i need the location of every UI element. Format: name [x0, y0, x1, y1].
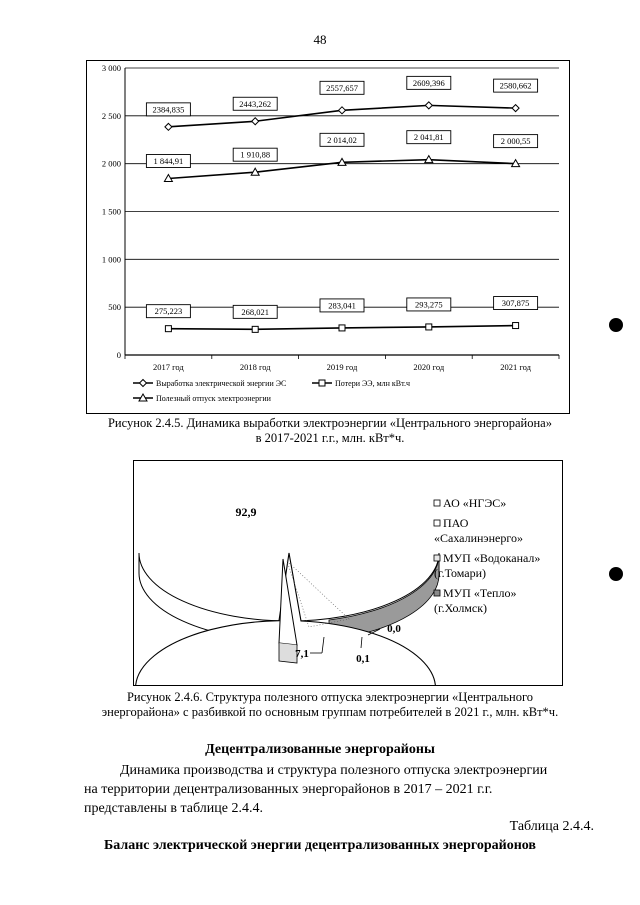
paragraph-line-3: представлены в таблице 2.4.4.	[84, 801, 263, 816]
pie-label: 0,1	[356, 653, 370, 665]
series-marker-square	[319, 380, 325, 386]
data-label: 2443,262	[239, 98, 272, 109]
data-label: 2 014,02	[327, 134, 357, 145]
figure2-caption-line1: Рисунок 2.4.6. Структура полезного отпуска электроэнергии «Центрального	[126, 690, 534, 704]
line-chart-frame	[86, 60, 570, 414]
series-marker-square	[165, 326, 171, 332]
legend-label: АО «НГЭС»	[443, 496, 507, 510]
body-paragraph	[84, 761, 598, 818]
series-marker-square	[513, 323, 519, 329]
pie-label: 0,0	[387, 623, 401, 635]
pie-label: 92,9	[235, 505, 257, 519]
paragraph-line-2: на территории децентрализованных энергорайонов в 2017 – 2021 г.г.	[84, 782, 493, 797]
legend-label: Выработка электрической энергии ЭС	[156, 379, 287, 388]
data-label: 307,875	[501, 298, 530, 309]
series-marker-square	[426, 324, 432, 330]
series-marker-square	[252, 326, 258, 332]
legend-swatch	[434, 500, 440, 506]
series-marker-square	[339, 325, 345, 331]
x-tick-label: 2020 год	[413, 362, 445, 372]
punch-hole-mark	[609, 318, 623, 332]
y-tick-label: 1 500	[101, 206, 121, 217]
y-tick-label: 2 000	[101, 158, 121, 169]
table-number: Таблица 2.4.4.	[509, 819, 594, 834]
legend-swatch	[434, 520, 440, 526]
data-label: 2 041,81	[413, 132, 444, 143]
figure1-caption-line1: Рисунок 2.4.5. Динамика выработки электроэнергии «Центрального энергорайона»	[107, 416, 552, 430]
data-label: 2609,396	[412, 77, 445, 88]
data-label: 2 000,55	[500, 136, 531, 147]
figure1-caption-line2: в 2017-2021 г.г., млн. кВт*ч.	[255, 431, 405, 445]
data-label: 1 844,91	[153, 156, 184, 167]
legend-label: (г.Томари)	[434, 566, 487, 580]
data-label: 2384,835	[152, 104, 185, 115]
legend-label: МУП «Водоканал»	[443, 551, 541, 565]
series-marker-diamond	[252, 118, 259, 125]
legend-label: (г.Холмск)	[434, 601, 488, 615]
legend-label: Полезный отпуск электроэнергии	[156, 394, 271, 403]
y-tick-label: 1 000	[101, 254, 121, 265]
table-title: Баланс электрической энергии децентрализованных энергорайонов	[104, 838, 536, 853]
page-number: 48	[313, 32, 327, 47]
x-tick-label: 2021 год	[500, 362, 531, 372]
line-chart	[87, 61, 569, 413]
data-label: 293,275	[414, 299, 443, 310]
series-marker-diamond	[425, 102, 432, 109]
data-label: 2580,662	[499, 80, 532, 91]
series-marker-diamond	[339, 107, 346, 114]
y-tick-label: 0	[116, 350, 121, 360]
legend-label: ПАО	[443, 516, 469, 530]
pie-chart-frame	[133, 460, 563, 686]
section-heading: Децентрализованные энергорайоны	[205, 742, 435, 757]
punch-hole-mark	[609, 567, 623, 581]
paragraph-line-1: Динамика производства и структура полезного отпуска электроэнергии	[120, 763, 548, 778]
y-tick-label: 500	[108, 302, 121, 313]
figure1-caption	[60, 416, 600, 446]
legend-label: Потери ЭЭ, млн кВт.ч	[335, 379, 411, 388]
legend-swatch	[434, 590, 440, 596]
x-tick-label: 2017 год	[153, 362, 184, 372]
series-marker-diamond	[512, 105, 519, 112]
data-label: 275,223	[154, 306, 183, 317]
figure2-caption	[60, 690, 600, 720]
y-tick-label: 2 500	[101, 110, 121, 121]
legend-label: «Сахалинэнерго»	[434, 531, 523, 545]
data-label: 268,021	[241, 306, 270, 317]
x-tick-label: 2019 год	[326, 362, 358, 372]
y-tick-label: 3 000	[101, 63, 121, 73]
pie-chart	[134, 461, 562, 685]
data-label: 283,041	[328, 300, 356, 311]
x-tick-label: 2018 год	[239, 362, 271, 372]
figure2-caption-line2: энергорайона» с разбивкой по основным группам потребителей в 2021 г., млн. кВт*ч.	[101, 705, 559, 719]
legend-label: МУП «Тепло»	[443, 586, 517, 600]
data-label: 2557,657	[326, 82, 358, 93]
pie-label: 7,1	[295, 648, 309, 660]
legend-swatch	[434, 555, 440, 561]
series-marker-diamond	[165, 123, 172, 130]
series-marker-diamond	[140, 380, 147, 387]
data-label: 1 910,88	[240, 149, 271, 160]
